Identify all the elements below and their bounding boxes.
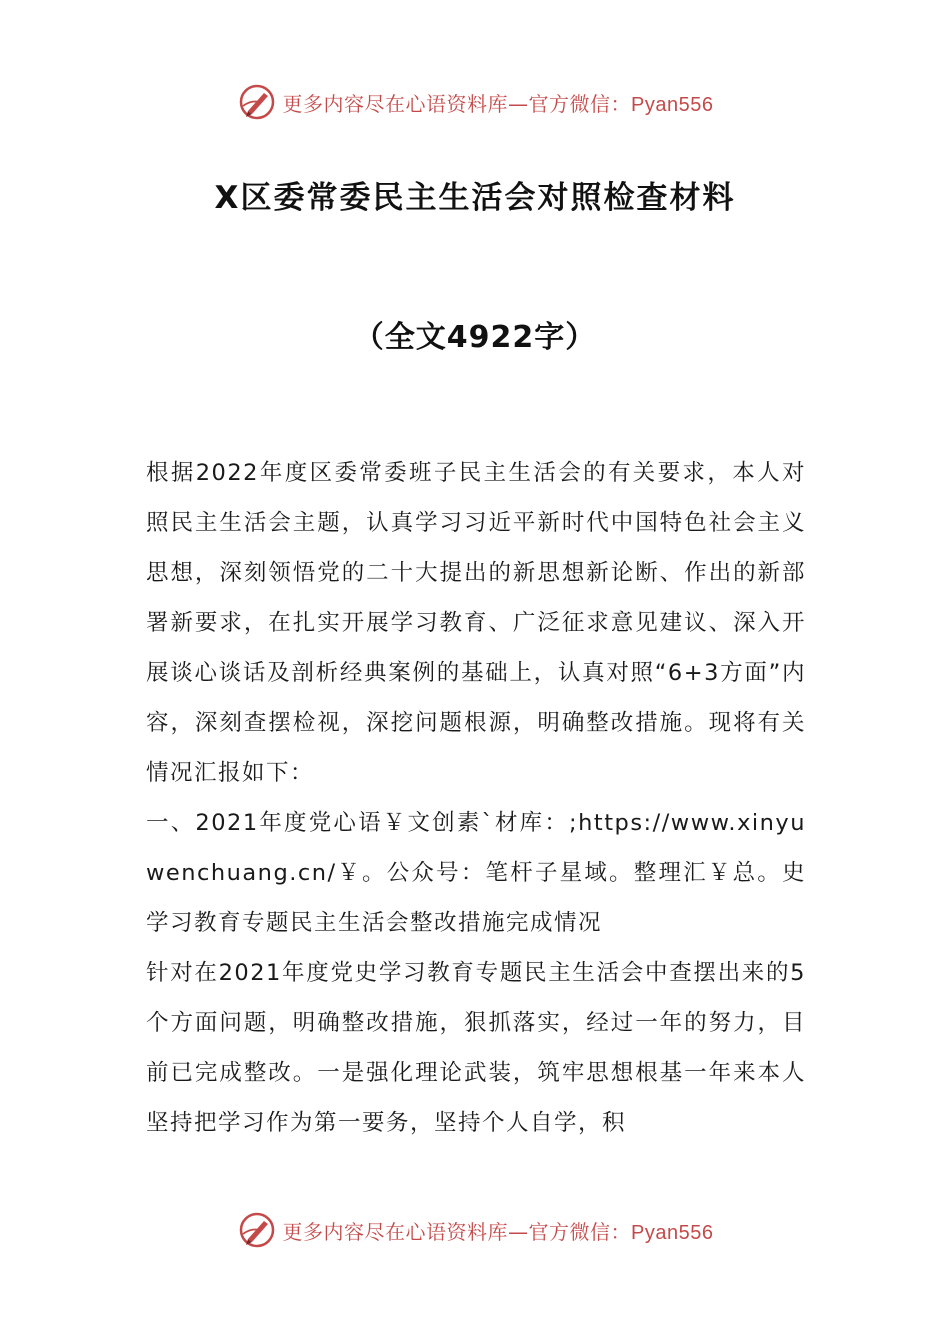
document-body — [146, 448, 806, 1148]
body-paragraph: 根据2022年度区委常委班子民主生活会的有关要求，本人对照民主生活会主题，认真学习习近平新时代中国特色社会主义思想，深刻领悟党的二十大提出的新思想新论断、作出的新部署新要求，在扎实开展学习教育、广泛征求意见建议、深入开展谈心谈话及剖析经典案例的基础上，认真对照“6+3方面”内容，深刻查摆检视，深挖问题根源，明确整改措施。现将有关情况汇报如下： — [146, 460, 806, 786]
document-title: X区委常委民主生活会对照检查材料 — [214, 180, 736, 216]
footer-watermark — [0, 1208, 950, 1252]
body-paragraph: 一、2021年度党心语￥文创素`材库：;https://www.xinyuwenchuang.cn/￥。公众号：笔杆子星域。整理汇￥总。史学习教育专题民主生活会整改措施完成情况 — [146, 810, 806, 936]
body-paragraph: 针对在2021年度党史学习教育专题民主生活会中查摆出来的5个方面问题，明确整改措施，狠抓落实，经过一年的努力，目前已完成整改。一是强化理论武装，筑牢思想根基一年来本人坚持把学习作为第一要务，坚持个人自学，积 — [146, 960, 806, 1136]
pen-logo-icon — [237, 1210, 277, 1250]
document-subtitle: （全文4922字） — [353, 320, 597, 355]
pen-logo-icon — [237, 82, 277, 122]
header-watermark — [0, 80, 950, 124]
watermark-text: 更多内容尽在心语资料库—官方微信：Pyan556 — [282, 91, 714, 116]
watermark-text: 更多内容尽在心语资料库—官方微信：Pyan556 — [282, 1219, 714, 1244]
